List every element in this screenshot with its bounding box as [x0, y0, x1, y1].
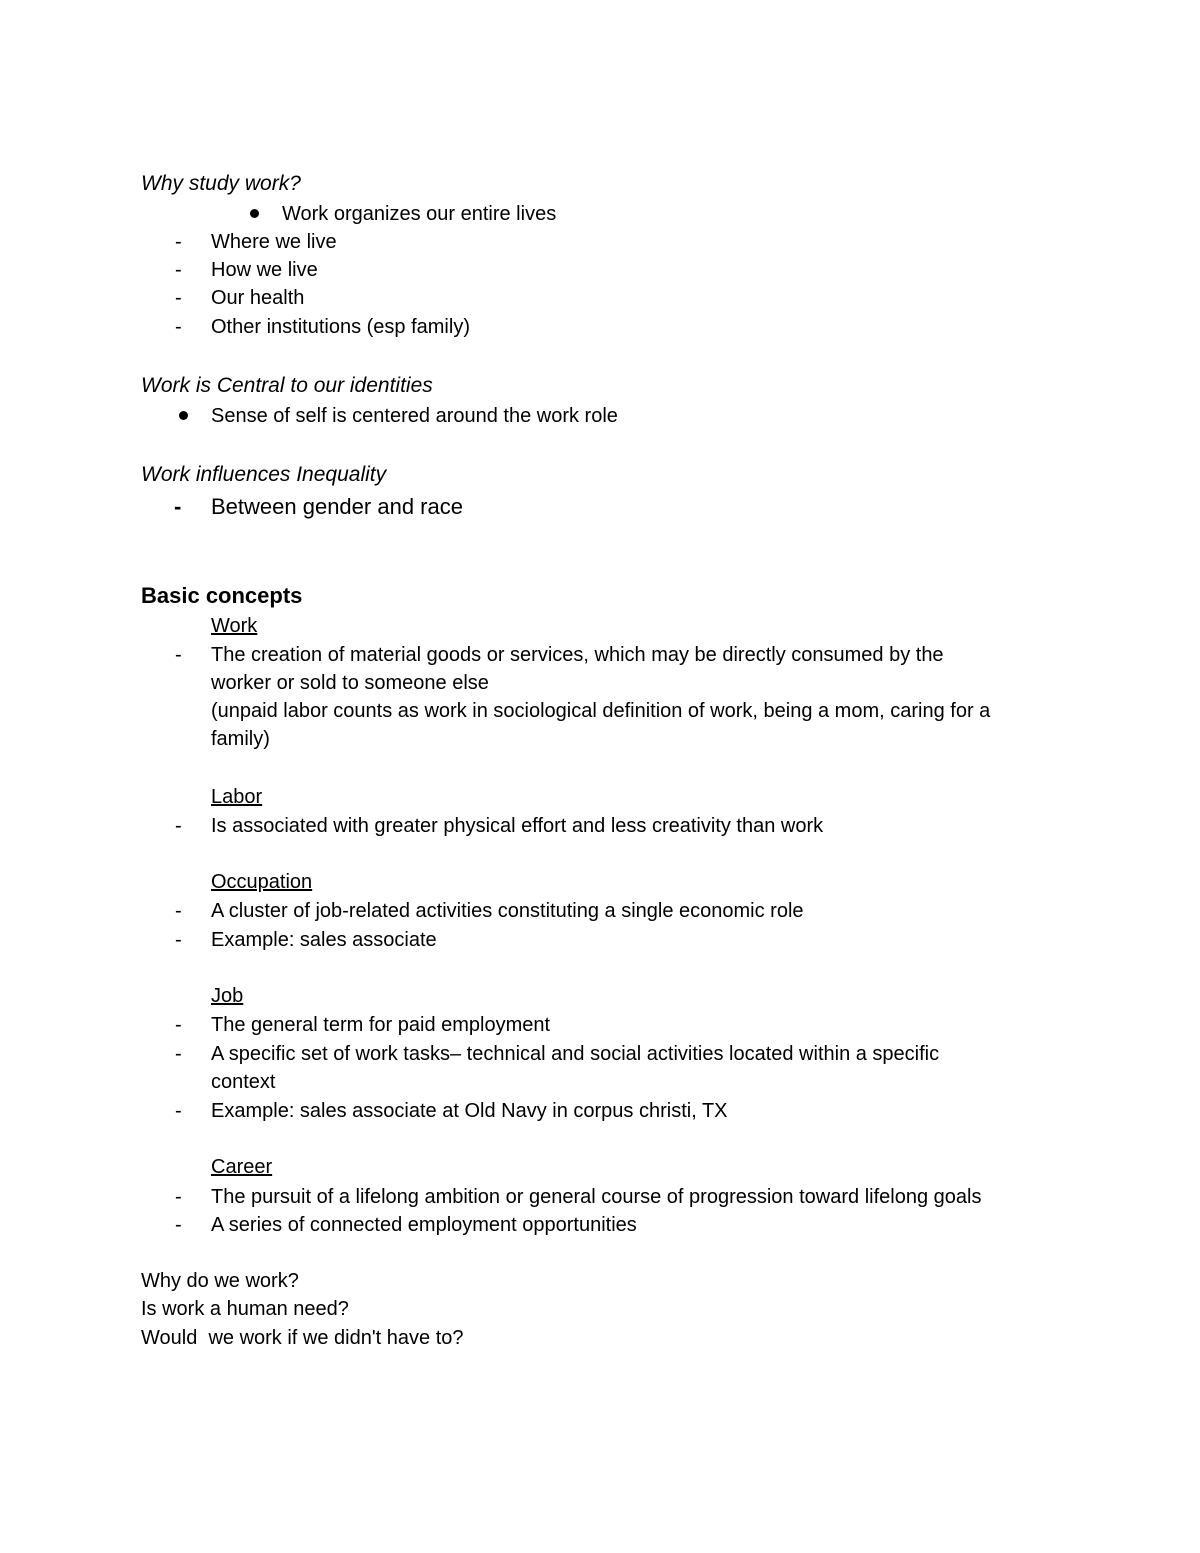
dash-marker: -: [175, 1043, 182, 1065]
note-line: family): [211, 728, 270, 750]
list-item: A specific set of work tasks– technical and social activities located within a specific: [211, 1043, 940, 1065]
dash-marker: -: [175, 316, 182, 338]
term-labor: Labor: [211, 786, 263, 808]
bullet-dot-icon: [250, 209, 259, 218]
term-career: Career: [211, 1156, 273, 1178]
term-work: Work: [211, 615, 258, 637]
dash-marker: -: [175, 259, 182, 281]
bullet-dot-icon: [179, 411, 188, 420]
definition-line: Is associated with greater physical effort and less creativity than work: [211, 815, 824, 837]
dash-marker: -: [175, 815, 182, 837]
question-line: Why do we work?: [141, 1270, 299, 1292]
dash-marker: -: [175, 1214, 182, 1236]
list-item-continuation: context: [211, 1071, 276, 1093]
note-line: (unpaid labor counts as work in sociological definition of work, being a mom, caring for a: [211, 700, 991, 722]
question-line: Would we work if we didn't have to?: [141, 1327, 464, 1349]
list-item: Our health: [211, 287, 305, 309]
dash-marker: -: [175, 1014, 182, 1036]
term-job: Job: [211, 985, 244, 1007]
dash-marker: -: [174, 494, 182, 519]
term-occupation: Occupation: [211, 871, 313, 893]
list-item: Where we live: [211, 231, 337, 253]
dash-marker: -: [175, 231, 182, 253]
dash-marker: -: [175, 1100, 182, 1122]
list-item: The general term for paid employment: [211, 1014, 551, 1036]
dash-marker: -: [175, 900, 182, 922]
dash-marker: -: [175, 644, 182, 666]
heading-central-identities: Work is Central to our identities: [141, 374, 433, 397]
bullet-item: Work organizes our entire lives: [282, 203, 557, 225]
list-item: How we live: [211, 259, 318, 281]
definition-line: The creation of material goods or services, which may be directly consumed by the: [211, 644, 944, 666]
definition-line: worker or sold to someone else: [211, 672, 489, 694]
dash-marker: -: [175, 929, 182, 951]
heading-inequality: Work influences Inequality: [141, 463, 387, 486]
list-item: Between gender and race: [211, 494, 463, 519]
list-item: Example: sales associate at Old Navy in corpus christi, TX: [211, 1100, 728, 1122]
list-item: Other institutions (esp family): [211, 316, 470, 338]
list-item: The pursuit of a lifelong ambition or general course of progression toward lifelong goals: [211, 1186, 982, 1208]
list-item: A cluster of job-related activities constituting a single economic role: [211, 900, 804, 922]
list-item: Example: sales associate: [211, 929, 437, 951]
heading-basic-concepts: Basic concepts: [141, 583, 303, 608]
dash-marker: -: [175, 287, 182, 309]
question-line: Is work a human need?: [141, 1298, 349, 1320]
bullet-item: Sense of self is centered around the work role: [211, 405, 618, 427]
dash-marker: -: [175, 1186, 182, 1208]
heading-why-study-work: Why study work?: [141, 172, 301, 195]
list-item: A series of connected employment opportunities: [211, 1214, 637, 1236]
